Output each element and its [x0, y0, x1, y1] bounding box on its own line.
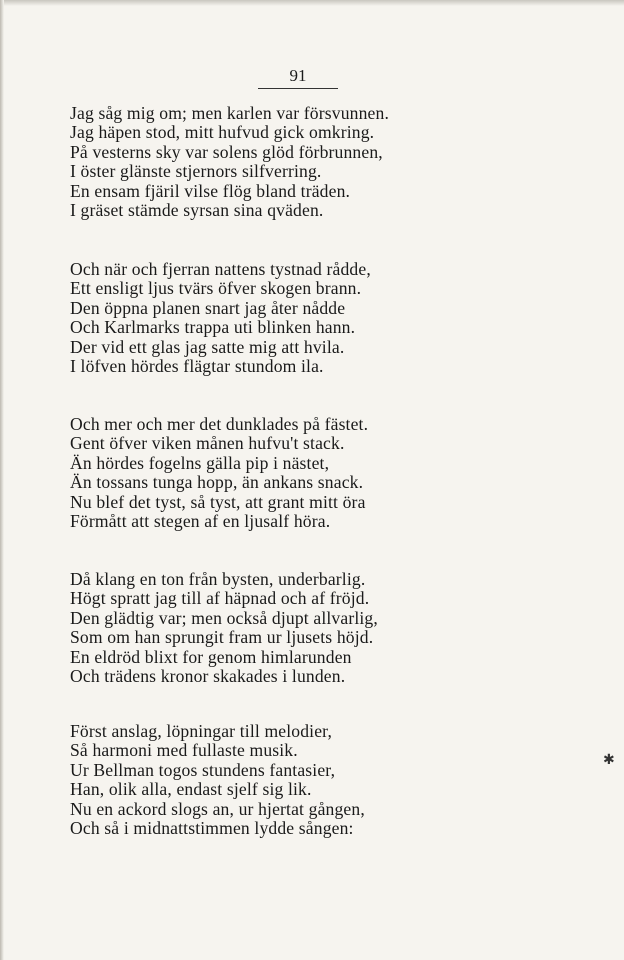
stanza-line: Ett ensligt ljus tvärs öfver skogen brann.: [70, 278, 362, 299]
stanza-line: I öster glänste stjernors silfverring.: [70, 161, 322, 182]
stanza-line: Så harmoni med fullaste musik.: [70, 740, 298, 761]
stanza-line: Der vid ett glas jag satte mig att hvila.: [70, 336, 345, 357]
stanza-1: [70, 104, 420, 220]
stanza-line: På vesterns sky var solens glöd förbrunnen,: [70, 141, 383, 162]
stanza-4: [70, 570, 420, 686]
stanza-2: [70, 260, 420, 376]
stanza-line: Den öppna planen snart jag åter nådde: [70, 297, 346, 318]
stanza-line: Först anslag, löpningar till melodier,: [70, 721, 333, 741]
stanza-line: Då klang en ton från bysten, underbarlig.: [70, 569, 366, 589]
stanza-line: Och mer och mer det dunklades på fästet.: [70, 414, 369, 434]
stanza-line: I gräset stämde syrsan sina qväden.: [70, 199, 324, 220]
stanza-line: Jag såg mig om; men karlen var försvunnen.: [70, 103, 390, 123]
stanza-line: Den glädtig var; men också djupt allvarlig,: [70, 607, 378, 628]
stanza-line: Han, olik alla, endast sjelf sig lik.: [70, 779, 312, 800]
page-top-edge: [0, 0, 624, 6]
stanza-line: Förmått att stegen af en ljusalf höra.: [70, 510, 331, 531]
stanza-line: Och när och fjerran nattens tystnad rådde,: [70, 259, 371, 279]
stanza-3: [70, 415, 420, 531]
stanza-line: Nu en ackord slogs an, ur hjertat gången,: [70, 798, 365, 819]
stanza-5: [70, 722, 420, 838]
stanza-line: En eldröd blixt for genom himlarunden: [70, 646, 352, 667]
stanza-line: Än hördes fogelns gälla pip i nästet,: [70, 452, 330, 473]
stanza-line: Högt spratt jag till af häpnad och af fröjd.: [70, 588, 370, 609]
stanza-line: Ur Bellman togos stundens fantasier,: [70, 759, 336, 780]
stanza-line: Nu blef det tyst, så tyst, att grant mitt öra: [70, 491, 366, 512]
stanza-line: Och trädens kronor skakades i lunden.: [70, 665, 346, 686]
margin-mark-icon: ✱: [603, 752, 615, 768]
page-number: 91: [258, 66, 338, 89]
stanza-line: Och Karlmarks trappa uti blinken hann.: [70, 317, 356, 338]
stanza-line: Gent öfver viken månen hufvu't stack.: [70, 433, 345, 454]
page-left-edge: [0, 0, 4, 960]
stanza-line: Än tossans tunga hopp, än ankans snack.: [70, 472, 364, 493]
stanza-line: En ensam fjäril vilse flög bland träden.: [70, 180, 351, 201]
stanza-line: Och så i midnattstimmen lydde sången:: [70, 817, 354, 838]
stanza-line: Som om han sprungit fram ur ljusets höjd.: [70, 627, 374, 648]
stanza-line: Jag häpen stod, mitt hufvud gick omkring.: [70, 122, 375, 143]
stanza-line: I löfven hördes flägtar stundom ila.: [70, 355, 324, 376]
